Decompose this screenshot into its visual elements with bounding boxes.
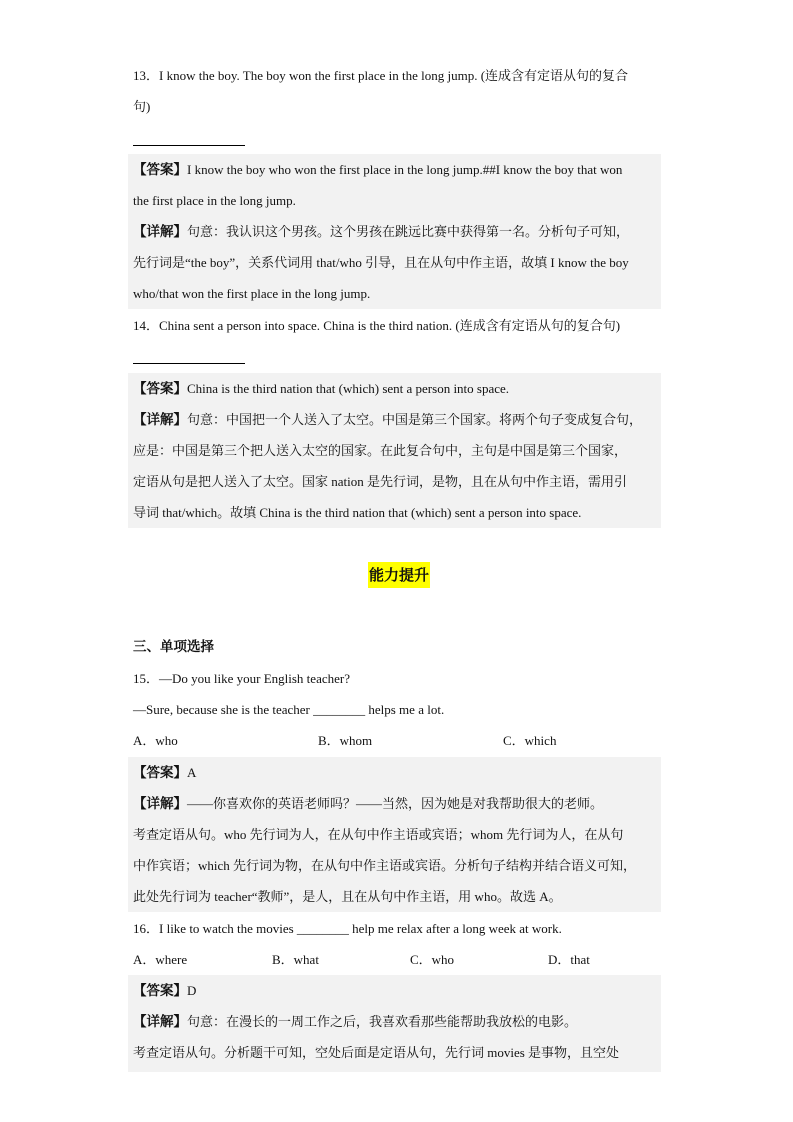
explain-label: 【详解】 <box>133 796 187 812</box>
q16-explain-text: 句意：在漫长的一周工作之后，我喜欢看那些能帮助我放松的电影。 <box>187 1014 578 1029</box>
q13-explain-line1 <box>133 216 629 247</box>
answer-label: 【答案】 <box>133 381 187 397</box>
q14-explain-line4: 导词 that/which。故填 China is the third nation that (which) sent a person into space. <box>133 505 582 520</box>
q16-option-c[interactable]: C．who <box>410 952 455 967</box>
explain-label: 【详解】 <box>133 412 187 428</box>
q15-stem-line2: —Sure, because she is the teacher ________ helps me a lot. <box>133 702 445 717</box>
q14-explain-line2: 应是：中国是第三个把人送入太空的国家。在此复合句中，主句是中国是第三个国家， <box>133 443 628 458</box>
q14-answer-blank[interactable] <box>133 363 245 364</box>
q15-explain-line3: 中作宾语；which 先行词为物，在从句中作主语或宾语。分析句子结构并结合语义可知， <box>133 858 637 873</box>
q13-answer-line1 <box>133 154 622 185</box>
section-title: 能力提升 <box>368 562 430 588</box>
q15-explain-line4: 此处先行词为 teacher“教师”，是人，且在从句中作主语，用 who。故选 A。 <box>133 889 562 904</box>
explain-label: 【详解】 <box>133 224 187 240</box>
q13-explain-line3: who/that won the first place in the long jump. <box>133 286 371 301</box>
explain-label: 【详解】 <box>133 1014 187 1030</box>
q13-explain-text: 句意：我认识这个男孩。这个男孩在跳远比赛中获得第一名。分析句子可知， <box>187 224 630 239</box>
answer-label: 【答案】 <box>133 765 187 781</box>
q16-stem-line1: 16．I like to watch the movies ________ help me relax after a long week at work. <box>133 921 562 936</box>
q14-explain-line1 <box>133 404 642 435</box>
q14-stem-line1: 14．China sent a person into space. China is the third nation. (连成含有定语从句的复合句) <box>133 318 621 333</box>
q16-option-d[interactable]: D．that <box>548 952 590 967</box>
q16-explain-line2: 考查定语从句。分析题干可知，空处后面是定语从句，先行词 movies 是事物，且空处 <box>133 1045 620 1060</box>
q15-answer-line <box>133 757 196 788</box>
q13-stem-line2: 句) <box>133 99 151 114</box>
q13-answer-text: I know the boy who won the first place in the long jump.##I know the boy that won <box>187 162 623 177</box>
q15-option-a[interactable]: A．who <box>133 733 178 748</box>
section-heading: 三、单项选择 <box>133 639 214 655</box>
q13-stem-line1: 13．I know the boy. The boy won the first place in the long jump. (连成含有定语从句的复合 <box>133 68 629 83</box>
q16-answer-text: D <box>187 983 197 998</box>
q14-answer-text: China is the third nation that (which) sent a person into space. <box>187 381 510 396</box>
q15-explain-text: ——你喜欢你的英语老师吗？——当然，因为她是对我帮助很大的老师。 <box>187 796 604 811</box>
q16-explain-line1 <box>133 1006 577 1037</box>
q15-option-b[interactable]: B．whom <box>318 733 373 748</box>
q14-explain-text: 句意：中国把一个人送入了太空。中国是第三个国家。将两个句子变成复合句， <box>187 412 643 427</box>
q15-explain-line2: 考查定语从句。who 先行词为人，在从句中作主语或宾语；whom 先行词为人，在从句 <box>133 827 624 842</box>
q13-answer-line2: the first place in the long jump. <box>133 193 296 208</box>
answer-label: 【答案】 <box>133 162 187 178</box>
q13-explain-line2: 先行词是“the boy”，关系代词用 that/who 引导，且在从句中作主语，故填 I know the boy <box>133 255 629 270</box>
q15-option-c[interactable]: C．which <box>503 733 557 748</box>
q15-stem-line1: 15．—Do you like your English teacher? <box>133 671 350 686</box>
q16-option-b[interactable]: B．what <box>272 952 319 967</box>
q16-answer-line <box>133 975 196 1006</box>
q13-answer-blank[interactable] <box>133 145 245 146</box>
q15-explain-line1 <box>133 788 603 819</box>
q15-answer-text: A <box>187 765 197 780</box>
q14-explain-line3: 定语从句是把人送入了太空。国家 nation 是先行词，是物，且在从句中作主语，需用引 <box>133 474 627 489</box>
answer-label: 【答案】 <box>133 983 187 999</box>
q16-option-a[interactable]: A．where <box>133 952 188 967</box>
q14-answer-line1 <box>133 373 509 404</box>
